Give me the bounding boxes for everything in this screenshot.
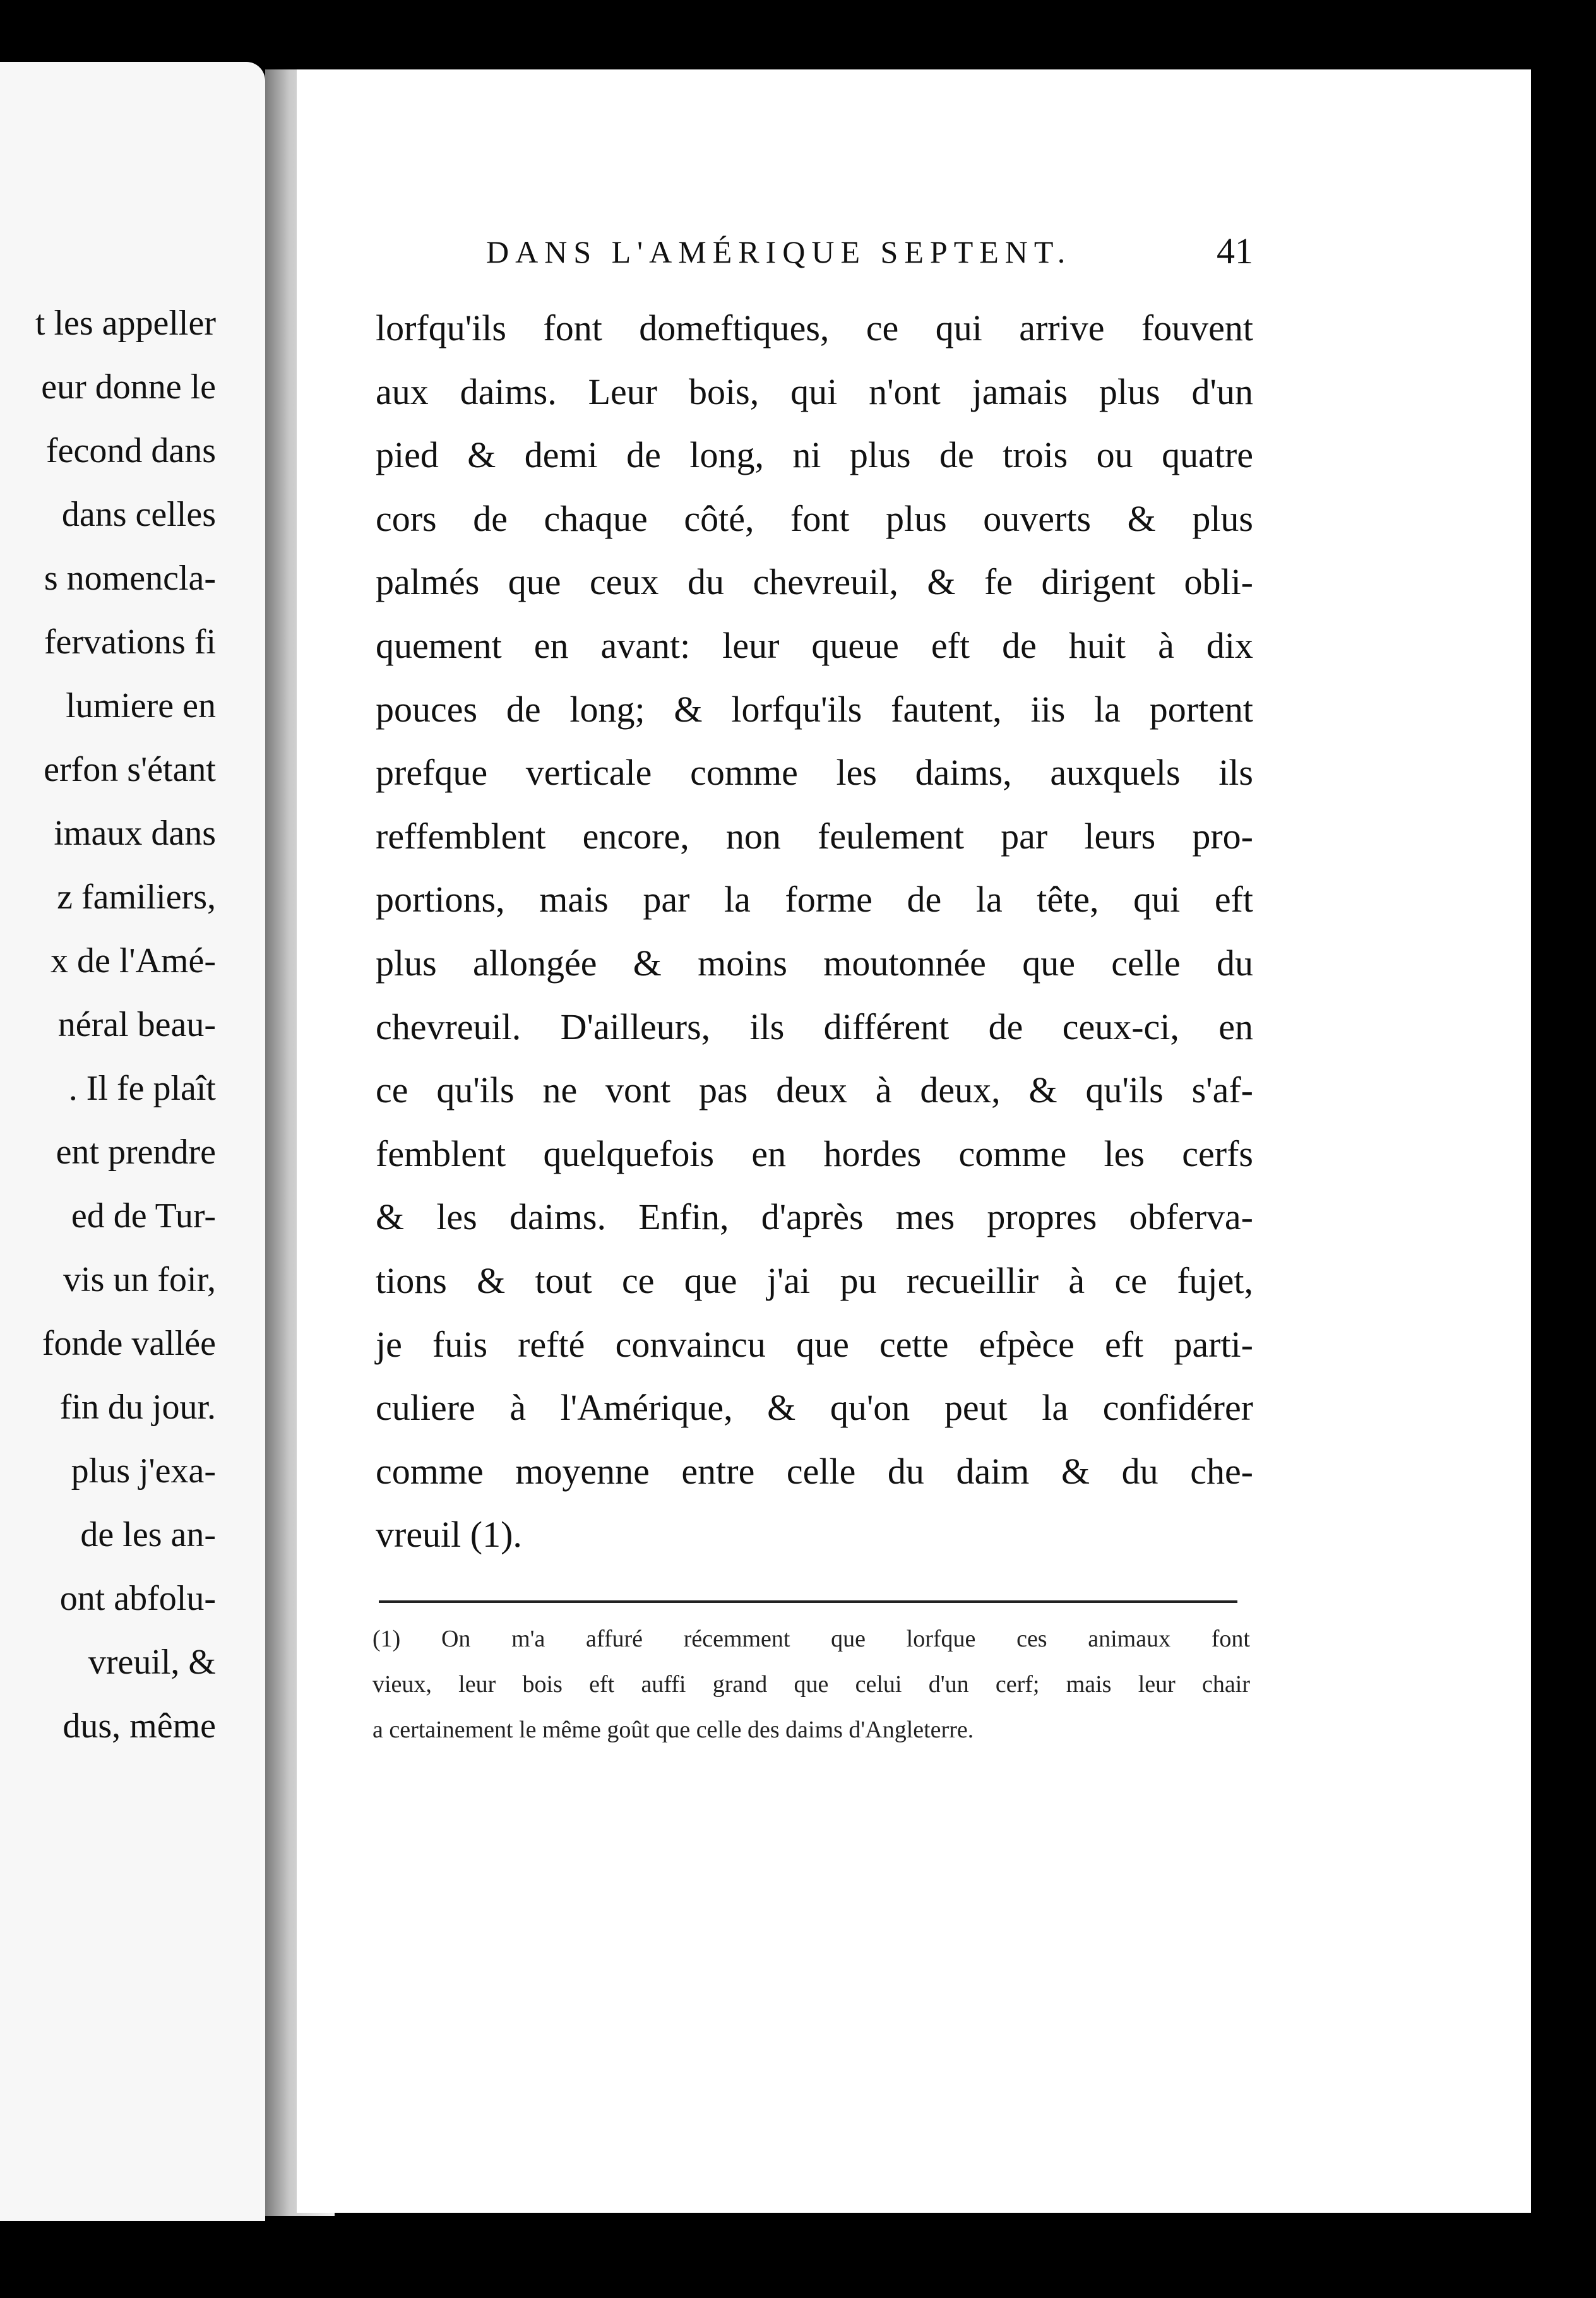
body-line: cors de chaque côté, font plus ouverts & plus [376,497,1253,539]
footnote-rule [379,1600,1237,1603]
left-page-line: x de l'Amé- [50,941,216,980]
footnote-line: vieux, leur bois eft auffi grand que celui d'un cerf; mais leur chair [372,1671,1250,1698]
left-page-line: fin du jour. [59,1388,216,1427]
left-page-line: s nomencla- [44,559,216,598]
left-page-line: fonde vallée [42,1324,216,1363]
body-line: comme moyenne entre celle du daim & du che- [376,1450,1253,1492]
left-page-line: . Il fe plaît [68,1069,216,1108]
left-page-line: z familiers, [57,878,216,917]
left-page-line: t les appeller [35,304,216,343]
body-line: je fuis refté convaincu que cette efpèce eft parti- [376,1323,1253,1365]
left-page-line: plus j'exa- [71,1451,216,1491]
page-number: 41 [1217,230,1253,271]
left-page-line: ed de Tur- [71,1196,216,1235]
left-page-line: dus, même [63,1706,216,1746]
running-head-title: DANS L'AMÉRIQUE SEPTENT. [486,234,1072,270]
left-page-line: fervations fi [44,622,216,662]
body-line: lorfqu'ils font domeftiques, ce qui arrive fouvent [376,307,1253,348]
footnote-line: a certainement le même goût que celle des daims d'Angleterre. [372,1717,974,1743]
left-page-line: erfon s'étant [44,750,216,789]
body-line: reffemblent encore, non feulement par leurs pro- [376,815,1253,857]
body-line: plus allongée & moins moutonnée que celle du [376,942,1253,984]
left-page-line: vis un foir, [63,1260,216,1299]
left-page-line: de les an- [80,1515,216,1554]
body-line: ce qu'ils ne vont pas deux à deux, & qu'ils s'af- [376,1069,1253,1111]
left-page-line: ont abfolu- [59,1579,216,1618]
body-line: quement en avant: leur queue eft de huit à dix [376,624,1253,666]
left-page-line: vreuil, & [88,1643,216,1682]
footnote-line: (1) On m'a affuré récemment que lorfque ces animaux font [372,1626,1250,1652]
body-line: pied & demi de long, ni plus de trois ou quatre [376,434,1253,476]
left-page-line: lumiere en [66,686,216,725]
body-line: & les daims. Enfin, d'après mes propres obferva- [376,1196,1253,1238]
left-page-line: dans celles [61,495,216,534]
body-line: prefque verticale comme les daims, auxquels ils [376,752,1253,794]
left-page-line: néral beau- [57,1005,216,1044]
body-line: femblent quelquefois en hordes comme les cerfs [376,1133,1253,1174]
left-page-line: ent prendre [56,1133,216,1172]
footnote [372,1616,1250,1753]
left-page-line: imaux dans [54,814,216,853]
body-line: tions & tout ce que j'ai pu recueillir à ce fujet, [376,1259,1253,1301]
body-line: pouces de long; & lorfqu'ils fautent, iis la portent [376,688,1253,730]
body-line: portions, mais par la forme de la tête, qui eft [376,879,1253,920]
body-line: palmés que ceux du chevreuil, & fe dirigent obli- [376,561,1253,603]
body-line: vreuil (1). [376,1514,522,1556]
left-page [0,62,265,2221]
body-line: culiere à l'Amérique, & qu'on peut la confidérer [376,1387,1253,1429]
running-header [486,230,1253,271]
body-line: aux daims. Leur bois, qui n'ont jamais plus d'un [376,371,1253,412]
left-page-line: eur donne le [41,367,216,407]
body-line: chevreuil. D'ailleurs, ils différent de ceux-ci, en [376,1006,1253,1047]
body-text [376,297,1253,1567]
left-page-line: fecond dans [45,431,216,470]
